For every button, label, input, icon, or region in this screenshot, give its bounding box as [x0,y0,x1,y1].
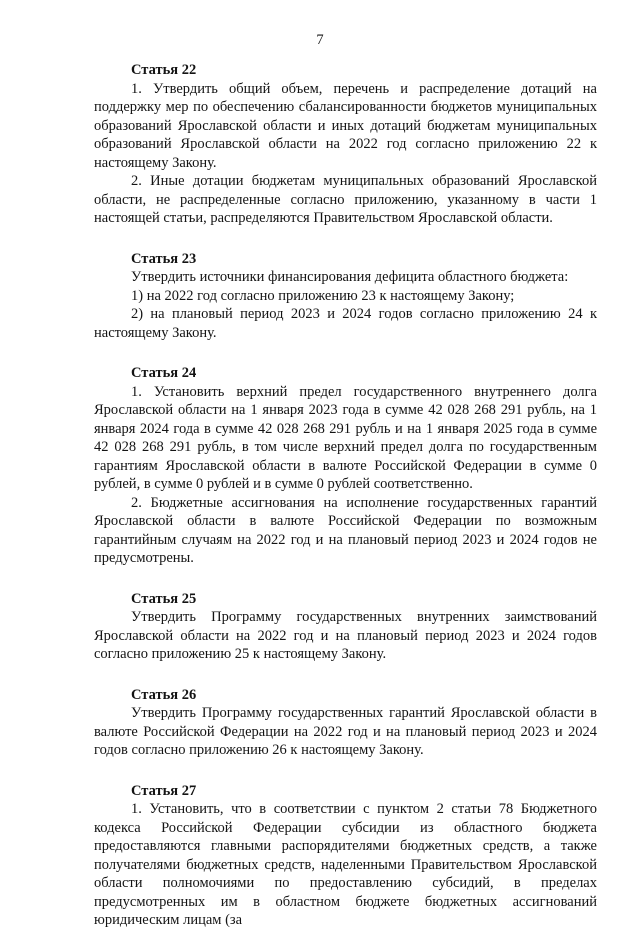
article-paragraph: 1) на 2022 год согласно приложению 23 к настоящему Закону; [131,287,515,304]
article-paragraph: Утвердить Программу государственных гарантий Ярославской области в валюте Российской Федерации на 2022 год и на плановый период 2023 и 2024 годов согласно приложению 26 к настоящему Закону. [94,705,597,758]
page-number: 7 [316,32,324,48]
article-23 [94,250,597,343]
article-title: Статья 26 [131,686,197,703]
article-22 [94,61,597,228]
article-paragraph: 2) на плановый период 2023 и 2024 годов согласно приложению 24 к настоящему Закону. [94,306,597,341]
article-title: Статья 27 [131,782,197,799]
article-paragraph: 2. Бюджетные ассигнования на исполнение государственных гарантий Ярославской области в валюте Российской Федерации по возможным гарантийным случаям на 2022 год и на плановый период 2023 и 2024 годов не предусмотрены. [94,494,597,566]
article-25 [94,590,597,664]
article-26 [94,686,597,760]
article-title: Статья 25 [131,590,197,607]
document-body [94,61,597,952]
article-24 [94,364,597,568]
article-paragraph: 1. Установить верхний предел государственного внутреннего долга Ярославской области на 1 января 2023 года в сумме 42 028 268 291 рубль, на 1 января 2024 года в сумме 42 028 268 291 рубль и на 1 января 2025 года в сумме 42 028 268 291 рубль, в том числе верхний предел долга по государственным гарантиям Ярославской области в валюте Российской Федерации в сумме 0 рублей, в сумме 0 рублей и в сумме 0 рублей соответственно. [94,383,597,492]
article-paragraph: 2. Иные дотации бюджетам муниципальных образований Ярославской области, не распределенные согласно приложению, указанному в части 1 настоящей статьи, распределяются Правительством Ярославской области. [94,173,597,226]
article-paragraph: 1. Установить, что в соответствии с пунктом 2 статьи 78 Бюджетного кодекса Российской Федерации субсидии из областного бюджета предоставляются главными распорядителями бюджетных средств, а также получателями бюджетных средств, наделенными Правительством Ярославской области полномочиями по предоставлению субсидий, в пределах предусмотренных им в областном бюджете бюджетных ассигнований юридическим лицам (за [94,801,597,928]
article-title: Статья 24 [131,365,197,381]
article-paragraph: 1. Утвердить общий объем, перечень и распределение дотаций на поддержку мер по обеспечению сбалансированности бюджетов муниципальных образований Ярославской области и иных дотаций бюджетам муниципальных образований Ярославской области на 2022 год согласно приложению 22 к настоящему Закону. [94,80,597,171]
article-title: Статья 22 [131,62,197,78]
article-paragraph: Утвердить Программу государственных внутренних заимствований Ярославской области на 2022 год и на плановый период 2023 и 2024 годов согласно приложению 25 к настоящему Закону. [94,609,597,662]
article-paragraph: Утвердить источники финансирования дефицита областного бюджета: [131,269,569,285]
article-27 [94,782,597,930]
article-title: Статья 23 [131,250,197,267]
